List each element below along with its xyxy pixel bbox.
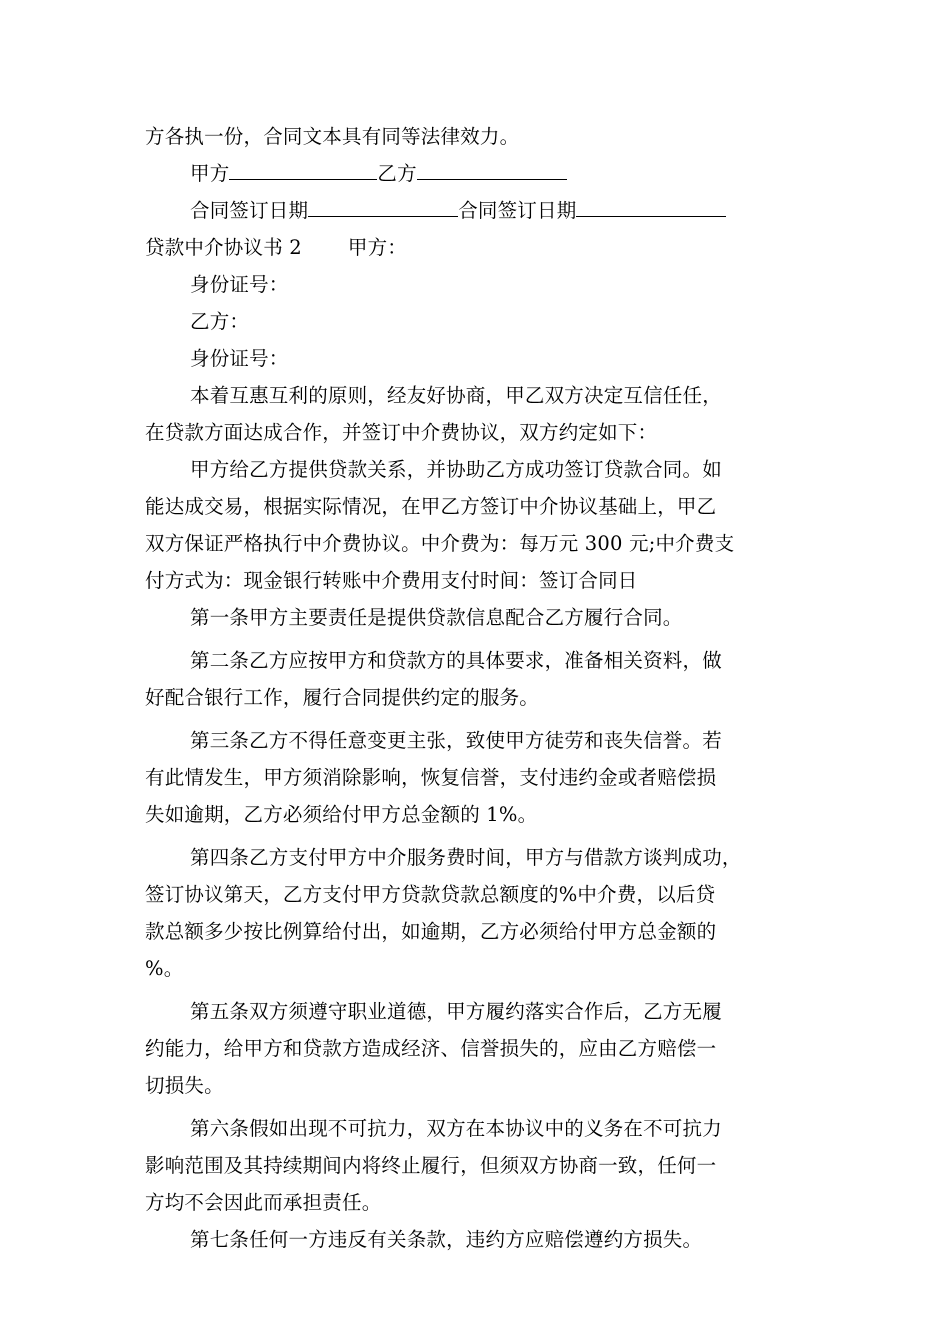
party-b-label: 乙方: [377, 162, 417, 185]
id-field-b: 身份证号：: [190, 347, 289, 370]
id-field-a: 身份证号：: [190, 273, 289, 296]
paragraph-line: 双方保证严格执行中介费协议。中介费为：每万元 300 元;中介费支: [145, 532, 735, 555]
article-5-line: 第五条双方须遵守职业道德，甲方履约落实合作后，乙方无履: [190, 1000, 722, 1023]
sign-date-label-a: 合同签订日期: [190, 199, 309, 222]
article-4-line: 款总额多少按比例算给付出，如逾期，乙方必须给付甲方总金额的: [145, 920, 717, 943]
article-2-line: 好配合银行工作，履行合同提供约定的服务。: [145, 686, 540, 709]
agreement-title: 贷款中介协议书 2: [145, 236, 302, 259]
party-b-field: 乙方：: [190, 310, 250, 333]
party-a-blank: [229, 161, 377, 180]
article-3-line: 有此情发生，甲方须消除影响，恢复信誉，支付违约金或者赔偿损: [145, 766, 717, 789]
sign-date-line: [145, 192, 813, 229]
article-4-line: 第四条乙方支付甲方中介服务费时间，甲方与借款方谈判成功，: [190, 846, 742, 869]
sign-date-label-b: 合同签订日期: [458, 199, 577, 222]
article-6-line: 第六条假如出现不可抗力，双方在本协议中的义务在不可抗力: [190, 1117, 722, 1140]
article-5-line: 切损失。: [145, 1074, 224, 1097]
sign-date-blank-a: [308, 198, 458, 217]
article-3-line: 第三条乙方不得任意变更主张，致使甲方徒劳和丧失信誉。若: [190, 729, 722, 752]
article-4-line: %。: [145, 957, 184, 980]
article-6-line: 方均不会因此而承担责任。: [145, 1191, 382, 1214]
article-3-line: 失如逾期，乙方必须给付甲方总金额的 1%。: [145, 803, 538, 826]
document-body: [145, 118, 813, 1258]
text-line: 方各执一份，合同文本具有同等法律效力。: [145, 125, 520, 148]
article-6-line: 影响范围及其持续期间内将终止履行，但须双方协商一致，任何一: [145, 1154, 717, 1177]
article-1-line: 第一条甲方主要责任是提供贷款信息配合乙方履行合同。: [190, 606, 683, 629]
agreement-title-line: [145, 229, 813, 266]
party-b-blank: [417, 161, 567, 180]
article-5-line: 约能力，给甲方和贷款方造成经济、信誉损失的，应由乙方赔偿一: [145, 1037, 717, 1060]
article-2-line: 第二条乙方应按甲方和贷款方的具体要求，准备相关资料，做: [190, 649, 722, 672]
party-a-label: 甲方: [190, 162, 230, 185]
sign-date-blank-b: [576, 198, 726, 217]
paragraph-line: 在贷款方面达成合作，并签订中介费协议，双方约定如下：: [145, 421, 658, 444]
paragraph-line: 能达成交易，根据实际情况，在甲乙方签订中介协议基础上，甲乙: [145, 495, 717, 518]
paragraph-line: 本着互惠互利的原则，经友好协商，甲乙双方决定互信任任，: [190, 384, 722, 407]
paragraph-line: 付方式为：现金银行转账中介费用支付时间：签订合同日: [145, 569, 638, 592]
paragraph-line: 甲方给乙方提供贷款关系，并协助乙方成功签订贷款合同。如: [190, 458, 722, 481]
article-4-line: 签订协议第天，乙方支付甲方贷款贷款总额度的%中介费，以后贷: [145, 883, 716, 906]
title-party-a: 甲方：: [347, 236, 408, 259]
article-7-line: 第七条任何一方违反有关条款，违约方应赔偿遵约方损失。: [190, 1228, 703, 1251]
party-signature-line: [145, 155, 813, 192]
